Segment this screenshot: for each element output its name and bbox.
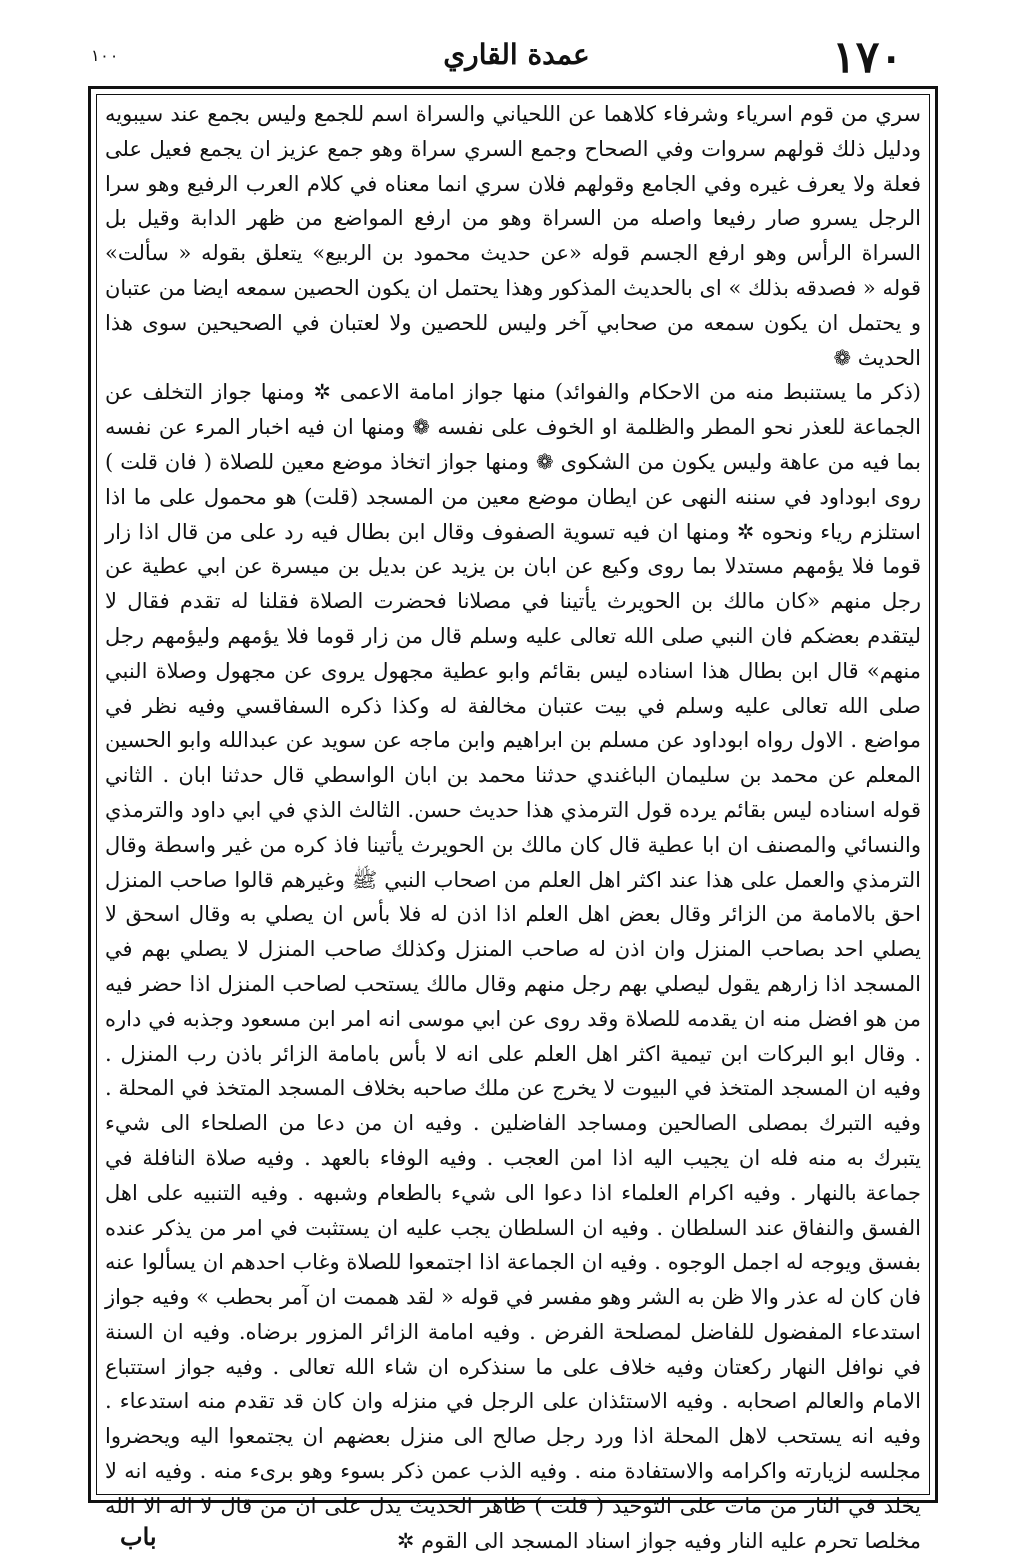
text-body: [105, 97, 921, 1558]
catchword: باب: [120, 1522, 157, 1551]
paragraph: (ذكر ما يستنبط منه من الاحكام والفوائد) منها جواز امامة الاعمى ✲ ومنها جواز التخلف عن الجماعة للعذر نحو المطر والظلمة او الخوف على نفسه ❁ ومنها ان فيه اخبار المرء عن نفسه بما فيه من عاهة وليس يكون من الشكوى ❁ ومنها جواز اتخاذ موضع معين للصلاة ( فان قلت ) روى ابوداود في سننه النهى عن ايطان موضع معين من المسجد (قلت) هو محمول على ما اذا استلزم رياء ونحوه ✲ ومنها ان فيه تسوية الصفوف وقال ابن بطال فيه رد على من قال اذا زار قوما فلا يؤمهم مستدلا بما روى وكيع عن ابان بن يزيد عن بديل بن ميسرة عن ابي عطية عن رجل منهم «كان مالك بن الحويرث يأتينا في مصلانا فحضرت الصلاة فقلنا له تقدم فقال لا ليتقدم بعضكم فان النبي صلى الله تعالى عليه وسلم قال من زار قوما فلا يؤمهم وليؤمهم رجل منهم» قال ابن بطال هذا اسناده ليس بقائم وابو عطية مجهول يروى عن مجهول وصلاة النبي صلى الله تعالى عليه وسلم في بيت عتبان مخالفة له وكذا ذكره السفاقسي وفيه نظر في مواضع . الاول رواه ابوداود عن مسلم بن ابراهيم وابن ماجه عن سويد عن عبدالله وابو الحسين المعلم عن محمد بن سليمان الباغندي حدثنا محمد بن ابان الواسطي قال حدثنا ابان . الثاني قوله اسناده ليس بقائم يرده قول الترمذي هذا حديث حسن. الثالث الذي في ابي داود والترمذي والنسائي والمصنف ان ابا عطية قال كان مالك بن الحويرث يأتينا فاذ كره من غير واسطة وقال الترمذي والعمل على هذا عند اكثر اهل العلم من اصحاب النبي ﷺ وغيرهم قالوا صاحب المنزل احق بالامامة من الزائر وقال بعض اهل العلم اذا اذن له فلا بأس ان يصلي به وقال اسحق لا يصلي احد بصاحب المنزل وان اذن له صاحب المنزل وكذلك صاحب المنزل لا يصلي بهم في المسجد اذا زارهم يقول ليصلي بهم رجل منهم وقال مالك يستحب لصاحب المنزل اذا حضر فيه من هو افضل منه ان يقدمه للصلاة وقد روى عن ابي موسى انه امر ابن مسعود وجذبه في داره . وقال ابو البركات ابن تيمية اكثر اهل العلم على انه لا بأس بامامة الزائر باذن رب المنزل . وفيه ان المسجد المتخذ في البيوت لا يخرج عن ملك صاحبه بخلاف المسجد المتخذ في المحلة . وفيه التبرك بمصلى الصالحين ومساجد الفاضلين . وفيه ان من دعا من الصلحاء الى شيء يتبرك به منه فله ان يجيب اليه اذا امن العجب . وفيه الوفاء بالعهد . وفيه صلاة النافلة في جماعة بالنهار . وفيه اكرام العلماء اذا دعوا الى شيء بالطعام وشبهه . وفيه التنبيه على اهل الفسق والنفاق عند السلطان . وفيه ان السلطان يجب عليه ان يستثبت في امر من يذكر عنده بفسق ويوجه له اجمل الوجوه . وفيه ان الجماعة اذا اجتمعوا للصلاة وغاب احدهم ان يسألوا عنه فان كان له عذر والا ظن به الشر وهو مفسر في قوله « لقد هممت ان آمر بحطب » وفيه جواز استدعاء المفضول للفاضل لمصلحة الفرض . وفيه امامة الزائر المزور برضاه. وفيه ان السنة في نوافل النهار ركعتان وفيه خلاف على ما سنذكره ان شاء الله تعالى . وفيه جواز استتباع الامام والعالم اصحابه . وفيه الاستئذان على الرجل في منزله وان كان قد تقدم منه استدعاء . وفيه انه يستحب لاهل المحلة اذا ورد رجل صالح الى منزل بعضهم ان يجتمعوا اليه ويحضروا مجلسه لزيارته واكرامه والاستفادة منه . وفيه الذب عمن ذكر بسوء وهو برىء منه . وفيه انه لا يخلد في النار من مات على التوحيد ( قلت ) ظاهر الحديث يدل على ان من قال لا اله الا الله مخلصا تحرم عليه النار وفيه جواز اسناد المسجد الى القوم ✲: [105, 380, 921, 1553]
page-header: [60, 30, 973, 86]
page-number: ١٧٠: [832, 32, 903, 83]
corner-mark: ١٠٠: [90, 46, 119, 65]
running-title: عمدة القاري: [443, 38, 590, 71]
paragraph: سري من قوم اسرياء وشرفاء كلاهما عن اللحياني والسراة اسم للجمع وليس بجمع عند سيبويه ودليل ذلك قولهم سروات وفي الصحاح وجمع السري سراة وهو جمع عزيز ان يجمع فعيل على فعلة ولا يعرف غيره وفي الجامع وقولهم فلان سري انما معناه في كلام العرب الرفيع وهو سرا الرجل يسرو صار رفيعا واصله من السراة وهو من ارفع المواضع من ظهر الدابة وقيل بل السراة الرأس وهو ارفع الجسم قوله «عن حديث محمود بن الربيع» يتعلق بقوله « سألت» قوله « فصدقه بذلك » اى بالحديث المذكور وهذا يحتمل ان يكون الحصين سمعه ايضا من عتبان و يحتمل ان يكون سمعه من صحابي آخر وليس للحصين ولا لعتبان في الصحيحين سوى هذا الحديث ❁: [105, 102, 921, 370]
